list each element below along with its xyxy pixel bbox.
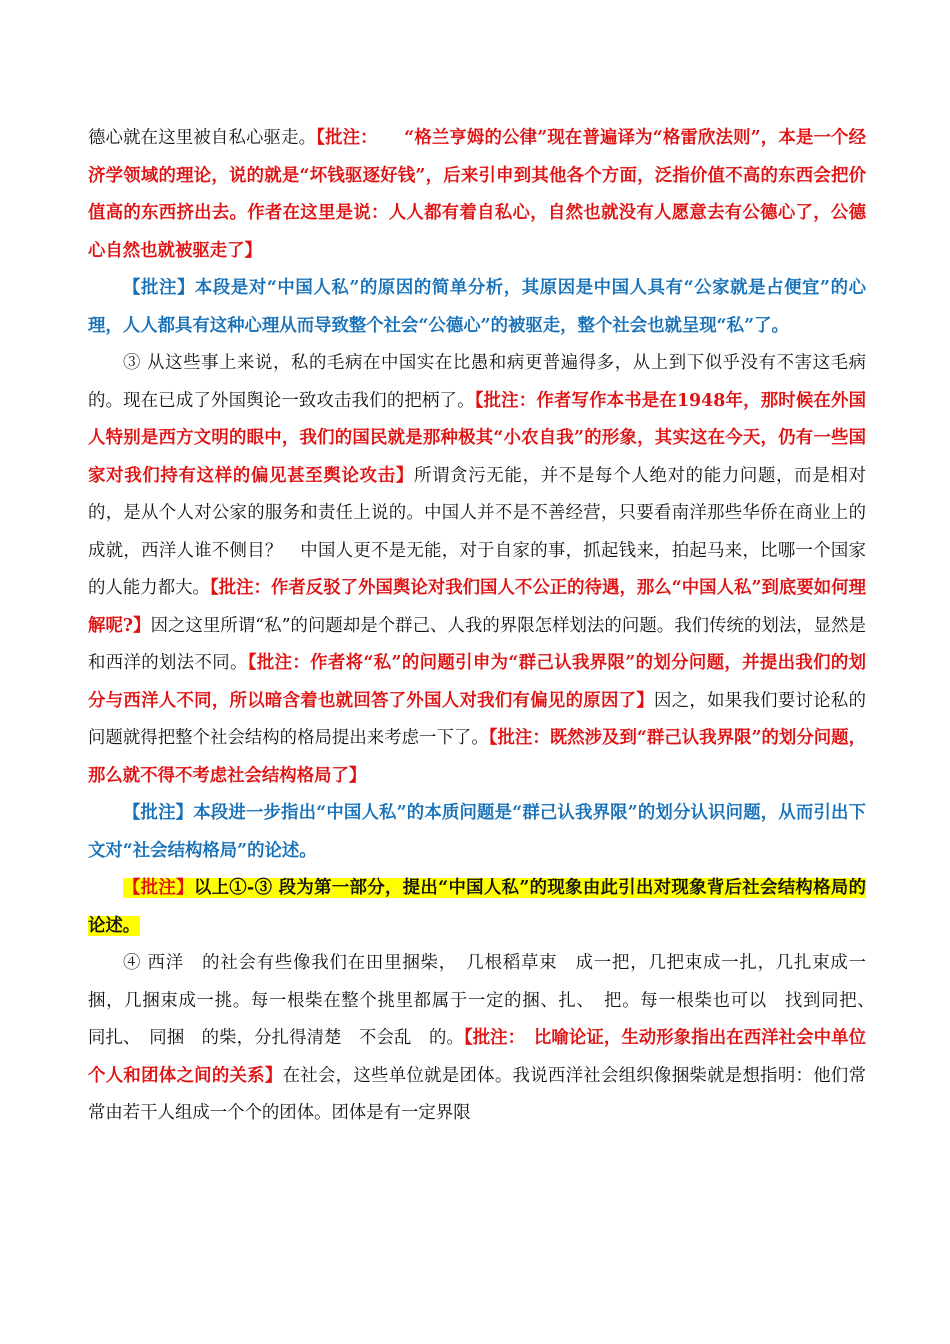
body-text: 所谓贪污无能，并不是每个人绝对的能力问题，而是相对的，是从个人对公家的服务和责任上说的。中国人并不是不善经营，只要看南洋那些华侨在商业上的成就，西洋人谁不侧目？ 中国人更不是无能，对于自家的事，抓起钱来，拍起马来，比哪一个国家的人能力都大。 [88, 465, 866, 598]
annotation-red: 【批注： “格兰亨姆的公律”现在普遍译为“格雷欣法则”，本是一个经济学领域的理论，说的就是“坏钱驱逐好钱”，后来引申到其他各个方面，泛指价值不高的东西会把价值高的东西挤出去。作者在这里是说：人人都有着自私心，自然也就没有人愿意去有公德心了，公德心自然也就被驱走了】 [88, 128, 866, 261]
body-text: 德心就在这里被自私心驱走。 [88, 128, 317, 148]
annotation-red: 【批注：作者将“私”的问题引申为“群己认我界限”的划分问题，并提出我们的划分与西洋人不同，所以暗含着也就回答了外国人对我们有偏见的原因了】 [88, 653, 866, 711]
note-tag: 【批注】 [123, 878, 194, 898]
document-page [88, 120, 884, 1133]
body-text: 在社会，这些单位就是团体。我说西洋社会组织像捆柴就是想指明：他们常常由若干人组成一个个的团体。团体是有一定界限 [88, 1065, 866, 1123]
paragraph-3 [88, 345, 866, 795]
paragraph-continuation [88, 120, 866, 270]
note-text: 以上①-③ 段为第一部分，提出“中国人私”的现象由此引出对现象背后社会结构格局的论述。 [88, 878, 866, 936]
body-text: ③ 从这些事上来说，私的毛病在中国实在比愚和病更普遍得多，从上到下似乎没有不害这毛病的。现在已成了外国舆论一致攻击我们的把柄了。 [88, 353, 866, 411]
annotation-red: 【批注：作者写作本书是在1948年，那时候在外国人特别是西方文明的眼中，我们的国民就是那种极其“小农自我”的形象，其实这在今天，仍有一些国家对我们持有这样的偏见甚至舆论攻击】 [88, 390, 866, 486]
summary-note: 【批注】本段是对“中国人私”的原因的简单分析，其原因是中国人具有“公家就是占便宜”的心理，人人都具有这种心理从而导致整个社会“公德心”的被驱走，整个社会也就呈现“私”了。 [88, 278, 866, 336]
annotation-red: 【批注： 比喻论证，生动形象指出在西洋社会中单位个人和团体之间的关系】 [88, 1028, 866, 1086]
annotation-red: 【批注：既然涉及到“群己认我界限”的划分问题，那么就不得不考虑社会结构格局了】 [88, 728, 866, 786]
section-summary-note [88, 870, 866, 945]
body-text: 因之这里所谓“私”的问题却是个群己、人我的界限怎样划法的问题。我们传统的划法，显然是和西洋的划法不同。 [88, 615, 866, 673]
highlighted-note [88, 878, 866, 936]
annotation-red: 【批注：作者反驳了外国舆论对我们国人不公正的待遇，那么“中国人私”到底要如何理解呢?】 [88, 578, 866, 636]
body-text: ④ 西洋 的社会有些像我们在田里捆柴， 几根稻草束 成一把，几把束成一扎，几扎束成一捆，几捆束成一挑。每一根柴在整个挑里都属于一定的捆、扎、 把。每一根柴也可以 找到同把、 同扎、 同捆 的柴，分扎得清楚 不会乱 的。 [88, 953, 884, 1048]
paragraph-4 [88, 945, 884, 1133]
summary-note: 【批注】本段进一步指出“中国人私”的本质问题是“群己认我界限”的划分认识问题，从而引出下文对“社会结构格局”的论述。 [88, 803, 866, 861]
body-text: 因之，如果我们要讨论私的问题就得把整个社会结构的格局提出来考虑一下了。 [88, 690, 866, 748]
